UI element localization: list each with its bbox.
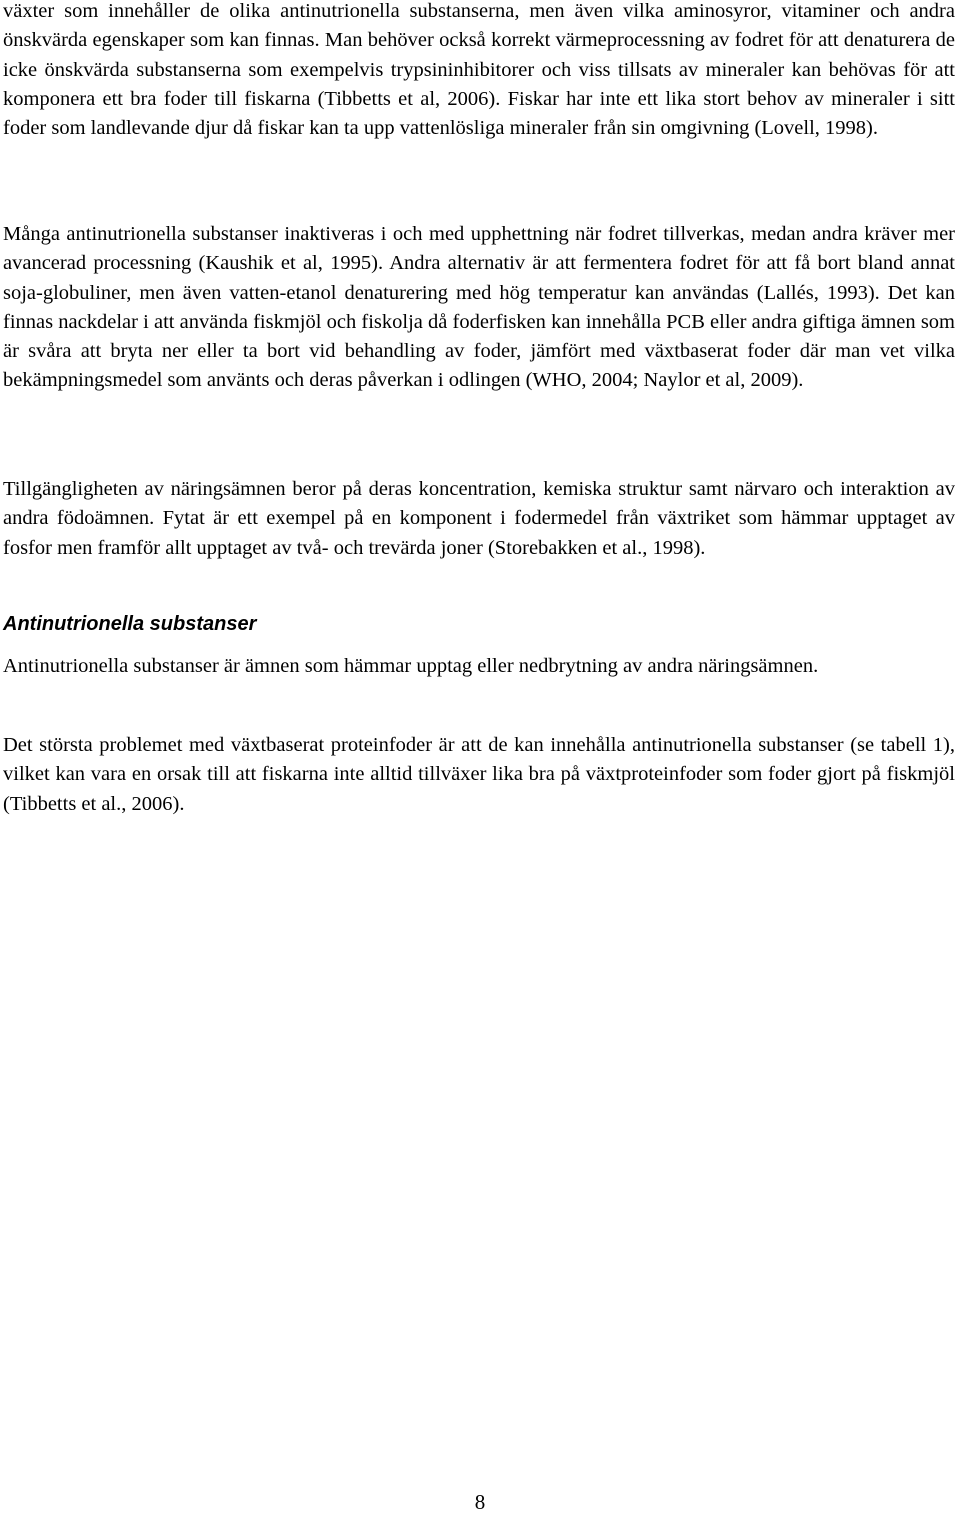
section-heading: Antinutrionella substanser [3, 613, 257, 635]
paragraph-main-problem: Det största problemet med växtbaserat proteinfoder är att de kan innehålla antinutrionella substanser (se tabell 1), vilket kan vara en orsak till att fiskarna inte alltid tillväxer lika bra på växtproteinfoder som foder gjort på fiskmjöl (Tibbetts et al., 2006). [3, 734, 955, 815]
paragraph-plant-feed-processing: växter som innehåller de olika antinutrionella substanserna, men även vilka aminosyror, vitaminer och andra önskvärda egenskaper som kan finnas. Man behöver också korrekt värmeprocessning av fodret för att denaturera de icke önskvärda substanserna som exempelvis trypsininhibitorer och viss tillsats av mineraler kan behövas för att komponera ett bra foder till fiskarna (Tibbetts et al, 2006). Fiskar har inte ett lika stort behov av mineraler i sitt foder som landlevande djur då fiskar kan ta upp vattenlösliga mineraler från sin omgivning (Lovell, 1998). [3, 0, 955, 140]
paragraph-definition: Antinutrionella substanser är ämnen som hämmar upptag eller nedbrytning av andra näringsämnen. [3, 655, 819, 677]
paragraph-nutrient-availability: Tillgängligheten av näringsämnen beror på deras koncentration, kemiska struktur samt närvaro och interaktion av andra födoämnen. Fytat är ett exempel på en komponent i fodermedel från växtriket som hämmar upptaget av fosfor men framför allt upptaget av två- och trevärda joner (Storebakken et al., 1998). [3, 478, 955, 559]
page-number: 8 [474, 1490, 486, 1514]
paragraph-inactivation-methods: Många antinutrionella substanser inaktiveras i och med upphettning när fodret tillverkas, medan andra kräver mer avancerad processning (Kaushik et al, 1995). Andra alternativ är att fermentera fodret för att få bort bland annat soja-globuliner, men även vatten-etanol denaturering med hög temperatur kan användas (Lallés, 1993). Det kan finnas nackdelar i att använda fiskmjöl och fiskolja då foderfisken kan innehålla PCB eller andra giftiga ämnen som är svåra att bryta ner eller ta bort vid behandling av foder, jämfört med växtbaserat foder där man vet vilka bekämpningsmedel som använts och deras påverkan i odlingen (WHO, 2004; Naylor et al, 2009). [3, 223, 955, 392]
